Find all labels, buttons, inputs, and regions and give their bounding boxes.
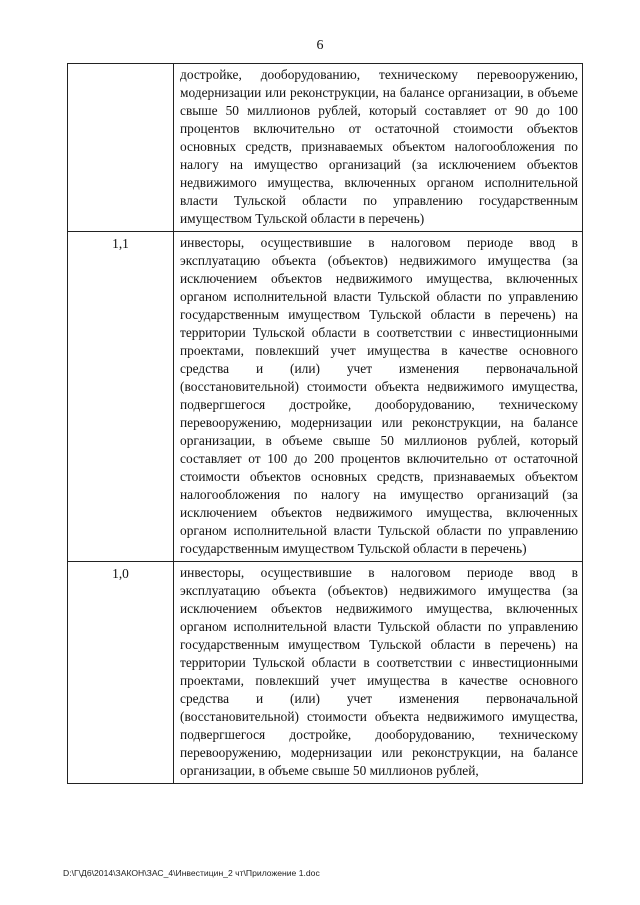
table-row xyxy=(68,232,583,562)
description-cell: инвесторы, осуществившие в налоговом периоде ввод в эксплуатацию объекта (объектов) недвижимого имущества (за исключением объектов недвижимого имущества, включенных органом исполнительной власти Тульской области по управлению государственным имуществом Тульской области в перечень) на территории Тульской области в соответствии с инвестиционными проектами, повлекший учет имущества в качестве основного средства и (или) учет изменения первоначальной (восстановительной) стоимости объекта недвижимого имущества, подвергшегося достройке, дооборудованию, техническому перевооружению, модернизации или реконструкции, на балансе организации, в объеме свыше 50 миллионов рублей, который составляет от 100 до 200 процентов включительно от остаточной стоимости объектов основных средств, признаваемых объектом налогообложения по налогу на имущество организаций (за исключением объектов недвижимого имущества, включенных органом исполнительной власти Тульской области по управлению государственным имуществом Тульской области в перечень) xyxy=(174,232,583,562)
coefficient-cell xyxy=(68,64,174,232)
coefficient-table xyxy=(67,63,583,784)
coefficient-cell: 1,1 xyxy=(68,232,174,562)
page-number: 6 xyxy=(316,38,324,53)
table-row xyxy=(68,64,583,232)
coefficient-cell: 1,0 xyxy=(68,562,174,784)
footer-file-path: D:\Г\Д6\2014\ЗАКОН\ЗАС_4\Инвестицин_2 чт\Приложение 1.doc xyxy=(63,868,320,878)
description-cell: инвесторы, осуществившие в налоговом периоде ввод в эксплуатацию объекта (объектов) недвижимого имущества (за исключением объектов недвижимого имущества, включенных органом исполнительной власти Тульской области по управлению государственным имуществом Тульской области в перечень) на территории Тульской области в соответствии с инвестиционными проектами, повлекший учет имущества в качестве основного средства и (или) учет изменения первоначальной (восстановительной) стоимости объекта недвижимого имущества, подвергшегося достройке, дооборудованию, техническому перевооружению, модернизации или реконструкции, на балансе организации, в объеме свыше 50 миллионов рублей, xyxy=(174,562,583,784)
table-row xyxy=(68,562,583,784)
description-cell: достройке, дооборудованию, техническому перевооружению, модернизации или реконструкции, на балансе организации, в объеме свыше 50 миллионов рублей, который составляет от 90 до 100 процентов включительно от остаточной стоимости объектов основных средств, признаваемых объектом налогообложения по налогу на имущество организаций (за исключением объектов недвижимого имущества, включенных органом исполнительной власти Тульской области по управлению государственным имуществом Тульской области в перечень) xyxy=(174,64,583,232)
